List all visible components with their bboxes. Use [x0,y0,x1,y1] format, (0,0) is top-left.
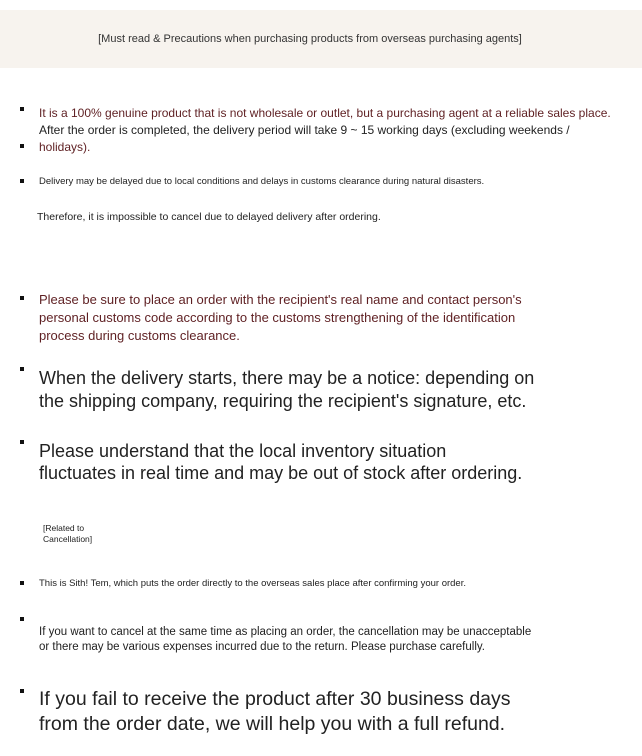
full-refund-line-2: from the order date, we will help you with a full refund. [39,713,506,735]
bullet-icon [20,440,24,444]
customs-code-line-3: process during customs clearance. [39,328,240,343]
customs-code-line-2: personal customs code according to the customs strengthening of the identification [39,310,516,325]
notice-header [0,10,642,68]
bullet-icon [20,179,24,183]
customs-code-line-1: Please be sure to place an order with the recipient's real name and contact person's [39,292,522,307]
cancel-warning-line-2: or there may be various expenses incurred due to the return. Please purchase carefully. [39,641,485,653]
full-refund-line-1: If you fail to receive the product after 30 business days [39,688,511,710]
genuine-product-line-2: After the order is completed, the delivery period will take 9 ~ 15 working days (excluding weekends / [39,123,570,137]
inventory-line-2: fluctuates in real time and may be out of stock after ordering. [39,463,523,483]
bullet-icon [20,144,24,148]
delivery-notice-line-1: When the delivery starts, there may be a notice: depending on [39,368,535,388]
delivery-delay-text: Delivery may be delayed due to local conditions and delays in customs clearance during natural disasters. [39,176,485,187]
bullet-icon [20,296,24,300]
sith-tem-text: This is Sith! Tem, which puts the order directly to the overseas sales place after confirming your order. [39,578,466,589]
genuine-product-line-1: It is a 100% genuine product that is not wholesale or outlet, but a purchasing agent at a reliable sales place. [39,106,611,120]
bullet-icon [20,689,24,693]
cancel-warning-line-1: If you want to cancel at the same time as placing an order, the cancellation may be unacceptable [39,626,532,638]
related-cancellation-line-1: [Related to [43,523,85,533]
bullet-icon [20,581,24,585]
bullet-icon [20,617,24,621]
bullet-icon [20,367,24,371]
genuine-product-line-3: holidays). [39,140,91,154]
no-cancel-text: Therefore, it is impossible to cancel due to delayed delivery after ordering. [37,211,381,223]
notice-title: [Must read & Precautions when purchasing products from overseas purchasing agents] [98,33,522,45]
delivery-notice-line-2: the shipping company, requiring the recipient's signature, etc. [39,391,527,411]
related-cancellation-line-2: Cancellation] [43,534,93,544]
bullet-icon [20,107,24,111]
inventory-line-1: Please understand that the local inventory situation [39,441,447,461]
